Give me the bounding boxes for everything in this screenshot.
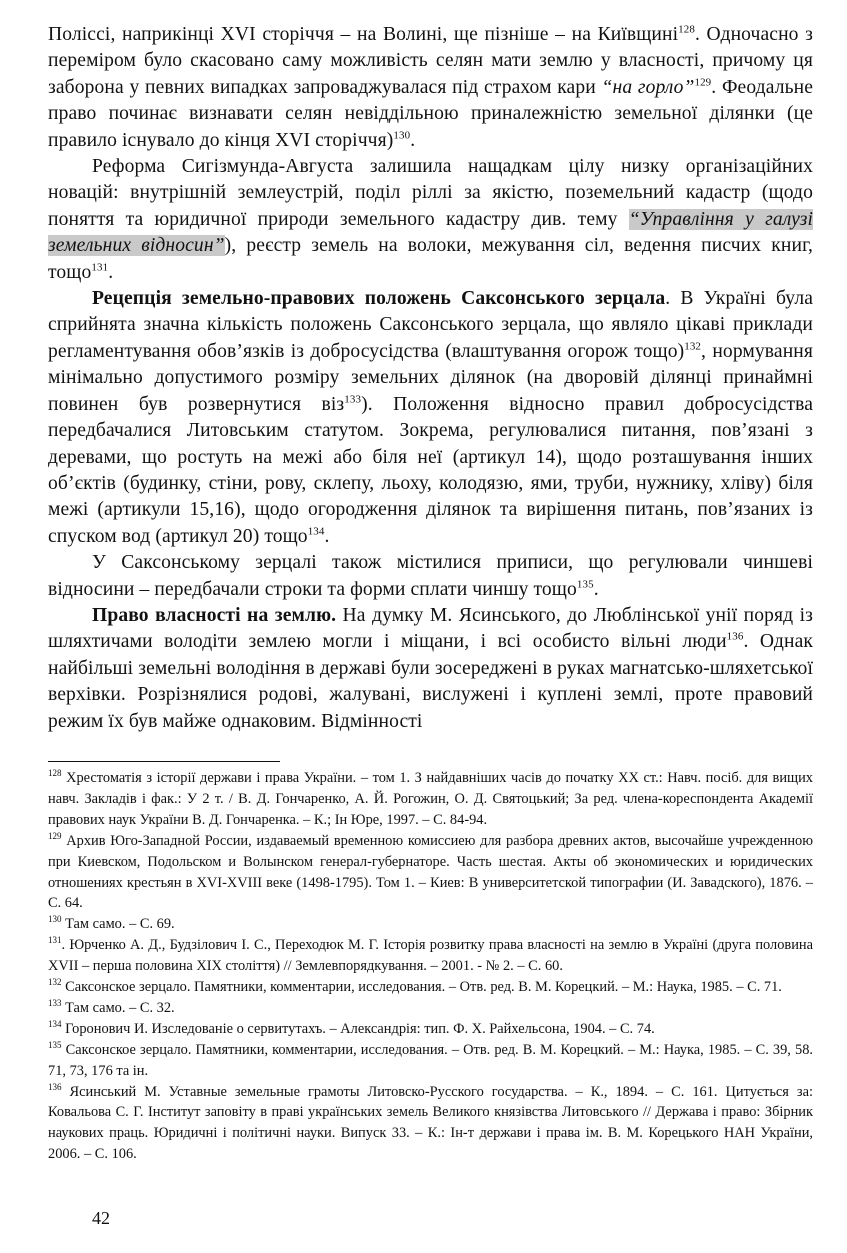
footnote-ref: 131 [91,261,109,274]
text-run: . [410,129,416,151]
text-run: ), реєстр земель на волоки, межування сіл, ведення писчих книг, тощо [48,235,813,283]
footnote-number: 130 [48,914,62,925]
text-run: , нормування мінімально допустимого розміру земельних ділянок (на дворовій ділянці принаймні повинен був розвернутися віз [48,340,813,415]
footnote-text: Там само. – С. 32. [61,999,175,1016]
page [48,22,813,1165]
footnote [48,935,813,977]
text-run: На думку М. Ясинського, до Люблінської унії поряд із шляхтичами володіти землею могли і міщани, і всі особисто вільні люди [48,604,813,653]
footnote [48,977,813,998]
section-heading: Право власності на землю. [92,604,337,626]
text-run: У Саксонському зерцалі також містилися приписи, що регулювали чиншеві відносини – передбачали строки та форми сплати чиншу тощо [48,552,813,600]
text-run: ). Положення відносно правил добросусідства передбачалися Литовським статутом. Зокрема, регулювалися питання, пов’язані з деревами, що ростуть на межі або біля неї (артикул 14), щодо розташування інших об’єктів (будинку, стіни, рову, склепу, льоху, колодязю, ями, труби, нужнику, хліву) біля межі (артикули 15,16), щодо огородження ділянок та вирішення питань, пов’язаних із спуском вод (артикул 20) тощо [48,393,813,547]
footnote-number: 131 [48,935,62,946]
footnote [48,914,813,935]
footnote [48,768,813,831]
text-run: Реформа Сигізмунда-Августа залишила нащадкам цілу низку організаційних новацій: внутрішній землеустрій, поділ ріллі за якістю, поземельний кадастр (щодо поняття та юридичної природи земельного кадастру див. тему [48,156,813,230]
text-run: . [324,525,330,547]
text-run: . Феодальне право починає визнавати селян невіддільною приналежністю земельної ділянки (це правило існувало до кінця XVI сторіччя) [48,76,813,151]
footnote-number: 132 [48,977,62,988]
footnote-ref: 133 [344,393,362,406]
footnote-text: Саксонское зерцало. Памятники, комментарии, исследования. – Отв. ред. В. М. Корецкий. – М.: Наука, 1985. – С. 71. [61,979,782,996]
footnote-ref: 135 [576,578,594,590]
text-run: . Одночасно з переміром було скасовано саму можливість селян мати землю у власності, причому ця заборона у певних випадках запроваджувалася під страхом кари [48,24,813,98]
highlighted-link[interactable]: “Управління у галузі земельних відносин” [48,208,814,257]
footnote-ref: 130 [393,129,411,142]
text-run: . Однак найбільші земельні володіння в державі були зосереджені в руках магнатсько-шляхетської верхівки. Розрізнялися родові, жалувані, вислужені і куплені землі, проте правовий режим їх був майже однаковим. Відмінності [48,631,813,732]
footnote [48,1040,813,1082]
footnote-text: . Юрченко А. Д., Будзілович І. С., Переходюк М. Г. Історія розвитку права власності на землю в Україні (друга половина XVII – перша половина XIX століття) // Землевпорядкування. – 2001. - № 2. – С. 60. [48,937,813,975]
section-heading: Рецепція земельно-правових положень Саксонського зерцала [92,288,666,310]
footnote [48,1082,813,1166]
paragraph-4 [48,550,813,603]
footnote-ref: 136 [726,630,744,643]
footnote-ref: 128 [678,23,695,36]
footnote-text: Горонович И. Изследованіе о сервитутахъ. – Александрія: тип. Ф. Х. Райхельсона, 1904. – С. 74. [61,1020,655,1037]
text-run: Поліссі, наприкінці XVI сторіччя – на Волині, ще пізніше – на Київщині [48,24,679,45]
paragraph-5 [48,603,813,735]
footnote-text: Архив Юго-Западной России, издаваемый временною комиссиею для разбора древних актов, высочайше учрежденною при Киевском, Подольском и Волынском генерал-губернаторе. Часть шестая. Акты об экономических и юридических отношениях крестьян в XVI-XVIII веке (1498-1795). Том 1. – Киев: В университетской типографии (И. Завадского), 1876. – С. 64. [48,832,813,912]
body-text [48,22,813,735]
text-run: . [593,578,599,600]
footnote-text: Там само. – С. 69. [61,916,175,933]
paragraph-3 [48,286,813,550]
footnote-number: 128 [48,768,62,779]
text-run: . [108,261,114,283]
footnote-ref: 134 [307,525,325,538]
text-run: . В Україні була сприйнята значна кількість положень Саксонського зерцала, що являло цікаві приклади регламентування обов’язків із добросусідства (влаштування огорож тощо) [48,288,813,362]
footnote-ref: 129 [694,76,712,89]
footnote-number: 134 [48,1019,62,1030]
paragraph-2 [48,154,813,286]
footnote-number: 129 [48,830,62,841]
footnote [48,1019,813,1040]
footnote [48,998,813,1019]
footnote-text: Саксонское зерцало. Памятники, комментарии, исследования. – Отв. ред. В. М. Корецкий. – М.: Наука, 1985. – С. 39, 58. 71, 73, 176 та ін. [48,1041,813,1079]
footnote [48,831,813,915]
quote-text: “на горло” [601,76,695,98]
footnotes [48,768,813,1165]
footnote-number: 133 [48,998,62,1009]
footnote-divider [48,761,280,762]
footnote-text: Ясинський М. Уставные земельные грамоты Литовско-Русского государства. – К., 1894. – С. 161. Цитується за: Ковальова С. Г. Інститут заповіту в праві українських земель Великого князівства Литовського // Держава і право: Збірник наукових праць. Юридичні і політичні науки. Випуск 33. – К.: Ін-т держави і права ім. В. М. Корецького НАН України, 2006. – С. 106. [48,1083,813,1163]
footnote-text: Хрестоматія з історії держави і права України. – том 1. З найдавніших часів до початку XX ст.: Навч. посіб. для вищих навч. Закладів і фак.: У 2 т. / В. Д. Гончаренко, А. Й. Рогожин, О. Д. Святоцький; За ред. члена-кореспондента Академії правових наук України В. Д. Гончаренка. – К.; Ін Юре, 1997. – С. 84-94. [48,769,813,828]
footnote-number: 136 [48,1081,62,1092]
paragraph-1 [48,22,813,154]
footnote-number: 135 [48,1039,62,1050]
footnote-ref: 132 [684,340,702,353]
page-number: 42 [92,1208,110,1228]
